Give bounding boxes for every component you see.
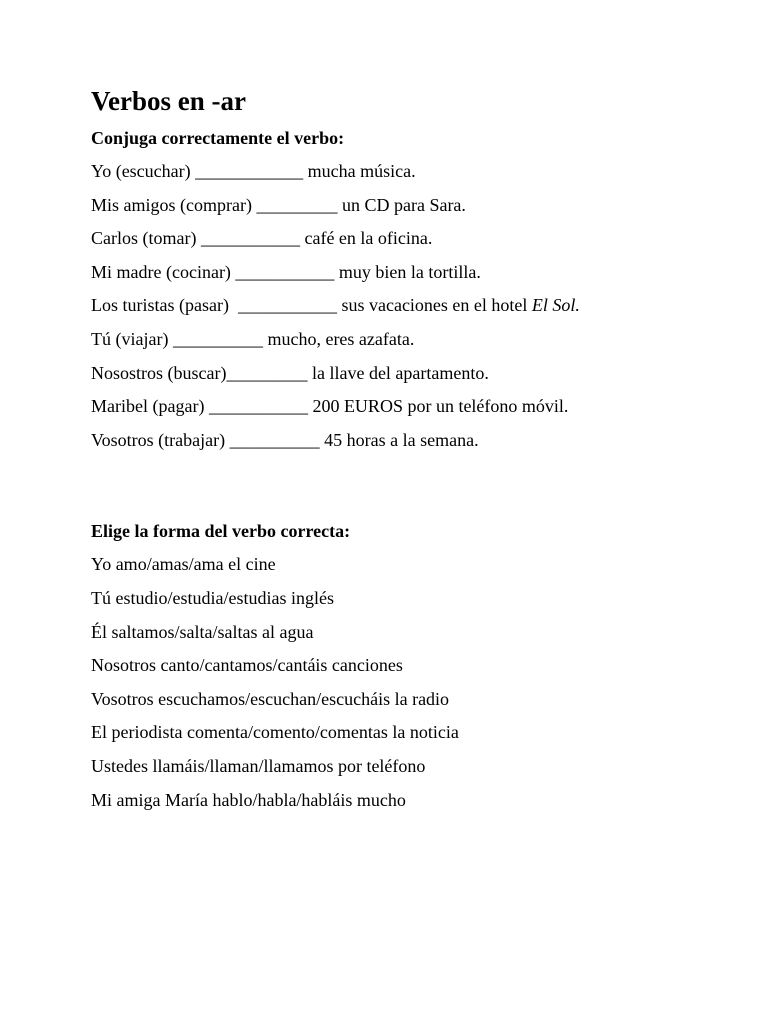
section-heading-conjugate: Conjuga correctamente el verbo: (91, 128, 345, 148)
exercise-line: Nosostros (buscar)_________ la llave del apartamento. (91, 362, 489, 383)
choice-line: Tú estudio/estudia/estudias inglés (91, 587, 334, 608)
choice-line: Ustedes llamáis/llaman/llamamos por teléfono (91, 755, 426, 776)
page-title: Verbos en -ar (91, 86, 246, 116)
exercise-line: Mis amigos (comprar) _________ un CD para Sara. (91, 194, 466, 215)
choice-line: Nosotros canto/cantamos/cantáis canciones (91, 655, 403, 676)
section-spacer (91, 461, 731, 519)
choice-line: Él saltamos/salta/saltas al agua (91, 621, 314, 642)
exercise-line: Maribel (pagar) ___________ 200 EUROS por un teléfono móvil. (91, 396, 569, 417)
exercise-line (91, 293, 731, 317)
choice-line: Vosotros escuchamos/escuchan/escucháis la radio (91, 688, 450, 709)
exercise-line-text: Los turistas (pasar) ___________ sus vacaciones en el hotel (91, 295, 532, 316)
exercise-line: Yo (escuchar) ____________ mucha música. (91, 161, 416, 181)
choice-line: El periodista comenta/comento/comentas la noticia (91, 722, 459, 743)
exercise-line: Vosotros (trabajar) __________ 45 horas a la semana. (91, 429, 479, 450)
exercise-line: Tú (viajar) __________ mucho, eres azafata. (91, 328, 415, 349)
choice-line: Yo amo/amas/ama el cine (91, 554, 276, 575)
worksheet-page (91, 84, 731, 821)
section-heading-choose: Elige la forma del verbo correcta: (91, 521, 351, 542)
hotel-name: El Sol. (531, 295, 580, 316)
exercise-line: Carlos (tomar) ___________ café en la oficina. (91, 228, 433, 249)
choice-line: Mi amiga María hablo/habla/habláis mucho (91, 789, 406, 810)
exercise-line: Mi madre (cocinar) ___________ muy bien la tortilla. (91, 261, 481, 282)
